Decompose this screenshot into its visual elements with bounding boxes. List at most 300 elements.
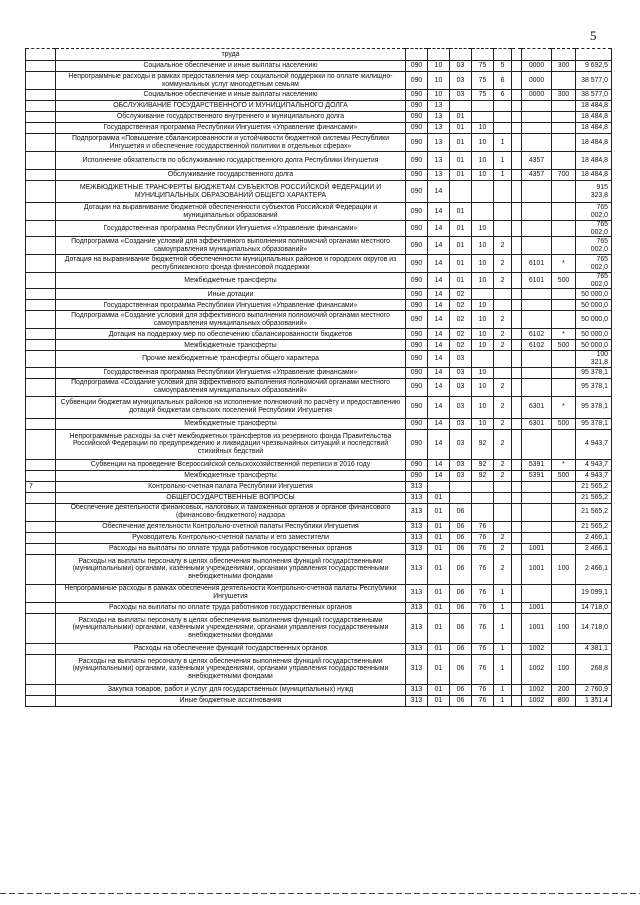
- section-code: 14: [428, 340, 450, 351]
- dept-code: 090: [406, 418, 428, 429]
- table-row: [26, 521, 612, 532]
- subprogram-code: [494, 300, 512, 311]
- row-number: [26, 311, 56, 329]
- dept-code: 090: [406, 340, 428, 351]
- blank-code: [512, 203, 522, 221]
- subsection-code: 03: [450, 378, 472, 396]
- row-number: [26, 351, 56, 367]
- table-row: [26, 152, 612, 170]
- amount: 18 484,8: [576, 112, 612, 123]
- section-code: 01: [428, 554, 450, 584]
- table-row: [26, 554, 612, 584]
- table-row: [26, 221, 612, 237]
- row-number: [26, 49, 56, 61]
- program-code: 76: [472, 521, 494, 532]
- table-body: [26, 49, 612, 707]
- item-name: Непрограммные расходы за счёт межбюджетных трансфертов из резервного фонда Правительства Российской Федерации по предупреждению и ликвидации чрезвычайных ситуаций и последствий стихийных бедствий: [56, 429, 406, 459]
- program-code: 10: [472, 329, 494, 340]
- section-code: 14: [428, 237, 450, 255]
- expense-type-code: *: [552, 329, 576, 340]
- subsection-code: 02: [450, 311, 472, 329]
- item-name: Подпрограмма «Создание условий для эффективного выполнения полномочий органами местного самоуправления муниципальных образований»: [56, 378, 406, 396]
- table-row: [26, 378, 612, 396]
- program-code: [472, 49, 494, 61]
- blank-code: [512, 340, 522, 351]
- dept-code: 313: [406, 521, 428, 532]
- direction-code: 4357: [522, 152, 552, 170]
- table-row: [26, 602, 612, 613]
- amount: 50 000,0: [576, 329, 612, 340]
- table-row: [26, 481, 612, 492]
- program-code: [472, 101, 494, 112]
- table-row: [26, 61, 612, 72]
- direction-code: 1001: [522, 613, 552, 643]
- dept-code: 313: [406, 481, 428, 492]
- direction-code: 6301: [522, 418, 552, 429]
- program-code: [472, 289, 494, 300]
- expense-type-code: [552, 112, 576, 123]
- section-code: 14: [428, 459, 450, 470]
- subprogram-code: 2: [494, 459, 512, 470]
- blank-code: [512, 170, 522, 181]
- subprogram-code: 2: [494, 311, 512, 329]
- program-code: [472, 203, 494, 221]
- item-name: Расходы на выплаты персоналу в целях обеспечения выполнения функций государственными (муниципальными) органами, казёнными учреждениями, органами управления государственными внебюджетными фондами: [56, 554, 406, 584]
- subsection-code: [450, 492, 472, 503]
- row-number: 7: [26, 481, 56, 492]
- expense-type-code: [552, 481, 576, 492]
- direction-code: [522, 311, 552, 329]
- subprogram-code: 2: [494, 396, 512, 418]
- item-name: Обеспечение деятельности Контрольно-счетной палаты Республики Ингушетия: [56, 521, 406, 532]
- subprogram-code: 6: [494, 90, 512, 101]
- section-code: 01: [428, 543, 450, 554]
- blank-code: [512, 134, 522, 152]
- table-row: [26, 613, 612, 643]
- blank-code: [512, 311, 522, 329]
- blank-code: [512, 613, 522, 643]
- amount: 4 381,1: [576, 643, 612, 654]
- program-code: 10: [472, 134, 494, 152]
- subsection-code: 01: [450, 221, 472, 237]
- subprogram-code: 2: [494, 532, 512, 543]
- direction-code: 1002: [522, 684, 552, 695]
- item-name: Обслуживание государственного долга: [56, 170, 406, 181]
- table-row: [26, 311, 612, 329]
- amount: 95 378,1: [576, 418, 612, 429]
- subsection-code: 06: [450, 503, 472, 521]
- table-row: [26, 503, 612, 521]
- section-code: 14: [428, 470, 450, 481]
- row-number: [26, 584, 56, 602]
- program-code: 76: [472, 654, 494, 684]
- amount: 21 565,2: [576, 503, 612, 521]
- subsection-code: 06: [450, 602, 472, 613]
- item-name: ОБЩЕГОСУДАРСТВЕННЫЕ ВОПРОСЫ: [56, 492, 406, 503]
- row-number: [26, 329, 56, 340]
- item-name: Дотация на поддержку мер по обеспечению сбалансированности бюджетов: [56, 329, 406, 340]
- program-code: 10: [472, 273, 494, 289]
- section-code: 14: [428, 396, 450, 418]
- item-name: Социальное обеспечение и иные выплаты населению: [56, 61, 406, 72]
- section-code: 13: [428, 123, 450, 134]
- direction-code: [522, 237, 552, 255]
- amount: 18 484,8: [576, 101, 612, 112]
- section-code: 01: [428, 521, 450, 532]
- row-number: [26, 367, 56, 378]
- subprogram-code: [494, 49, 512, 61]
- blank-code: [512, 351, 522, 367]
- amount: 4 943,7: [576, 470, 612, 481]
- table-row: [26, 418, 612, 429]
- dept-code: 090: [406, 273, 428, 289]
- amount: 765 002,0: [576, 237, 612, 255]
- section-code: 14: [428, 300, 450, 311]
- table-row: [26, 255, 612, 273]
- item-name: Межбюджетные трансферты: [56, 470, 406, 481]
- blank-code: [512, 459, 522, 470]
- program-code: 92: [472, 459, 494, 470]
- item-name: Субвенции бюджетам муниципальных районов на исполнение полномочий по расчёту и предоставлению дотаций бюджетам сельских поселений Республики Ингушетия: [56, 396, 406, 418]
- subprogram-code: [494, 181, 512, 203]
- direction-code: 0000: [522, 72, 552, 90]
- amount: 50 000,0: [576, 311, 612, 329]
- row-number: [26, 289, 56, 300]
- direction-code: [522, 481, 552, 492]
- subprogram-code: 1: [494, 584, 512, 602]
- item-name: Подпрограмма «Повышение сбалансированности и устойчивости бюджетной системы Республики Ингушетия и обеспечение государственной политики в отдельных сферах»: [56, 134, 406, 152]
- blank-code: [512, 470, 522, 481]
- subprogram-code: 2: [494, 378, 512, 396]
- direction-code: [522, 532, 552, 543]
- subsection-code: 03: [450, 61, 472, 72]
- table-row: [26, 203, 612, 221]
- subprogram-code: [494, 101, 512, 112]
- amount: 14 718,0: [576, 613, 612, 643]
- program-code: [472, 503, 494, 521]
- amount: 4 943,7: [576, 429, 612, 459]
- subprogram-code: 2: [494, 418, 512, 429]
- program-code: [472, 112, 494, 123]
- section-code: 01: [428, 654, 450, 684]
- section-code: 01: [428, 602, 450, 613]
- item-name: Закупка товаров, работ и услуг для государственных (муниципальных) нужд: [56, 684, 406, 695]
- subprogram-code: 2: [494, 543, 512, 554]
- blank-code: [512, 481, 522, 492]
- subsection-code: 03: [450, 367, 472, 378]
- row-number: [26, 654, 56, 684]
- table-row: [26, 654, 612, 684]
- direction-code: [522, 378, 552, 396]
- blank-code: [512, 61, 522, 72]
- row-number: [26, 470, 56, 481]
- dept-code: 313: [406, 695, 428, 706]
- subprogram-code: [494, 203, 512, 221]
- dept-code: 090: [406, 152, 428, 170]
- program-code: 10: [472, 255, 494, 273]
- blank-code: [512, 72, 522, 90]
- amount: 95 378,1: [576, 396, 612, 418]
- blank-code: [512, 112, 522, 123]
- amount: 95 378,1: [576, 367, 612, 378]
- dept-code: 090: [406, 72, 428, 90]
- subprogram-code: [494, 112, 512, 123]
- direction-code: 0000: [522, 90, 552, 101]
- program-code: 76: [472, 543, 494, 554]
- row-number: [26, 613, 56, 643]
- direction-code: 6101: [522, 255, 552, 273]
- blank-code: [512, 532, 522, 543]
- blank-code: [512, 643, 522, 654]
- item-name: Государственная программа Республики Ингушетия «Управление финансами»: [56, 221, 406, 237]
- item-name: Государственная программа Республики Ингушетия «Управление финансами»: [56, 123, 406, 134]
- dept-code: 090: [406, 311, 428, 329]
- section-code: 14: [428, 273, 450, 289]
- bottom-divider: [0, 893, 640, 894]
- blank-code: [512, 602, 522, 613]
- row-number: [26, 459, 56, 470]
- program-code: 76: [472, 602, 494, 613]
- subprogram-code: 6: [494, 72, 512, 90]
- table-row: [26, 695, 612, 706]
- expense-type-code: [552, 492, 576, 503]
- expense-type-code: 200: [552, 684, 576, 695]
- table-row: [26, 643, 612, 654]
- table-row: [26, 101, 612, 112]
- subsection-code: 06: [450, 695, 472, 706]
- row-number: [26, 273, 56, 289]
- item-name: Подпрограмма «Создание условий для эффективного выполнения полномочий органами местного самоуправления муниципальных образований»: [56, 311, 406, 329]
- expense-type-code: [552, 602, 576, 613]
- dept-code: 090: [406, 203, 428, 221]
- amount: 50 000,0: [576, 340, 612, 351]
- expense-type-code: 500: [552, 470, 576, 481]
- program-code: 10: [472, 340, 494, 351]
- program-code: [472, 351, 494, 367]
- program-code: 10: [472, 152, 494, 170]
- subprogram-code: [494, 289, 512, 300]
- amount: 2 760,9: [576, 684, 612, 695]
- subsection-code: 01: [450, 112, 472, 123]
- subprogram-code: 5: [494, 61, 512, 72]
- item-name: Социальное обеспечение и иные выплаты населению: [56, 90, 406, 101]
- subsection-code: [450, 181, 472, 203]
- row-number: [26, 602, 56, 613]
- blank-code: [512, 152, 522, 170]
- row-number: [26, 72, 56, 90]
- dept-code: 313: [406, 602, 428, 613]
- table-row: [26, 396, 612, 418]
- row-number: [26, 396, 56, 418]
- dept-code: 090: [406, 134, 428, 152]
- row-number: [26, 643, 56, 654]
- subprogram-code: [494, 123, 512, 134]
- section-code: 01: [428, 584, 450, 602]
- item-name: Межбюджетные трансферты: [56, 418, 406, 429]
- amount: 765 002,0: [576, 273, 612, 289]
- program-code: 10: [472, 237, 494, 255]
- direction-code: 5391: [522, 459, 552, 470]
- row-number: [26, 532, 56, 543]
- program-code: 10: [472, 378, 494, 396]
- section-code: 13: [428, 112, 450, 123]
- subsection-code: 02: [450, 329, 472, 340]
- dept-code: 313: [406, 554, 428, 584]
- blank-code: [512, 49, 522, 61]
- direction-code: [522, 289, 552, 300]
- direction-code: [522, 49, 552, 61]
- table-row: [26, 237, 612, 255]
- row-number: [26, 134, 56, 152]
- table-row: [26, 289, 612, 300]
- row-number: [26, 300, 56, 311]
- direction-code: 6102: [522, 340, 552, 351]
- program-code: 75: [472, 90, 494, 101]
- item-name: ОБСЛУЖИВАНИЕ ГОСУДАРСТВЕННОГО И МУНИЦИПАЛЬНОГО ДОЛГА: [56, 101, 406, 112]
- table-row: [26, 367, 612, 378]
- program-code: 10: [472, 396, 494, 418]
- program-code: 76: [472, 643, 494, 654]
- subsection-code: 01: [450, 273, 472, 289]
- subsection-code: 01: [450, 255, 472, 273]
- row-number: [26, 429, 56, 459]
- row-number: [26, 123, 56, 134]
- expense-type-code: 100: [552, 554, 576, 584]
- subsection-code: 03: [450, 90, 472, 101]
- subsection-code: 02: [450, 289, 472, 300]
- subsection-code: [450, 101, 472, 112]
- subsection-code: 01: [450, 123, 472, 134]
- table-row: [26, 112, 612, 123]
- program-code: 76: [472, 584, 494, 602]
- subprogram-code: [494, 481, 512, 492]
- subprogram-code: 2: [494, 237, 512, 255]
- direction-code: 6102: [522, 329, 552, 340]
- amount: 18 484,8: [576, 152, 612, 170]
- amount: [576, 49, 612, 61]
- subsection-code: 01: [450, 152, 472, 170]
- program-code: [472, 492, 494, 503]
- row-number: [26, 203, 56, 221]
- table-row: [26, 492, 612, 503]
- subprogram-code: 2: [494, 255, 512, 273]
- item-name: Подпрограмма «Создание условий для эффективного выполнения полномочий органами местного самоуправления муниципальных образований»: [56, 237, 406, 255]
- dept-code: 090: [406, 170, 428, 181]
- section-code: 10: [428, 72, 450, 90]
- table-row: [26, 543, 612, 554]
- blank-code: [512, 90, 522, 101]
- table-row: [26, 532, 612, 543]
- program-code: 76: [472, 532, 494, 543]
- expense-type-code: [552, 221, 576, 237]
- budget-table: [25, 48, 612, 707]
- expense-type-code: [552, 237, 576, 255]
- amount: 4 943,7: [576, 459, 612, 470]
- table-row: [26, 300, 612, 311]
- table-row: [26, 351, 612, 367]
- dept-code: 090: [406, 396, 428, 418]
- item-name: Иные дотации: [56, 289, 406, 300]
- item-name: Расходы на выплаты по оплате труда работников государственных органов: [56, 602, 406, 613]
- section-code: 10: [428, 90, 450, 101]
- row-number: [26, 221, 56, 237]
- item-name: труда: [56, 49, 406, 61]
- subprogram-code: 2: [494, 273, 512, 289]
- dept-code: 313: [406, 532, 428, 543]
- direction-code: [522, 112, 552, 123]
- dept-code: 090: [406, 300, 428, 311]
- subprogram-code: 1: [494, 684, 512, 695]
- dept-code: 090: [406, 429, 428, 459]
- table-row: [26, 429, 612, 459]
- subprogram-code: 1: [494, 602, 512, 613]
- row-number: [26, 684, 56, 695]
- row-number: [26, 340, 56, 351]
- dept-code: 090: [406, 378, 428, 396]
- section-code: 01: [428, 503, 450, 521]
- dept-code: 090: [406, 90, 428, 101]
- amount: 38 577,0: [576, 90, 612, 101]
- expense-type-code: [552, 203, 576, 221]
- section-code: 14: [428, 181, 450, 203]
- row-number: [26, 112, 56, 123]
- item-name: Расходы на выплаты персоналу в целях обеспечения выполнения функций государственными (муниципальными) органами, казёнными учреждениями, органами управления государственными внебюджетными фондами: [56, 613, 406, 643]
- expense-type-code: 500: [552, 340, 576, 351]
- expense-type-code: 100: [552, 654, 576, 684]
- expense-type-code: [552, 123, 576, 134]
- row-number: [26, 554, 56, 584]
- amount: 268,8: [576, 654, 612, 684]
- item-name: Обслуживание государственного внутреннего и муниципального долга: [56, 112, 406, 123]
- amount: 19 099,1: [576, 584, 612, 602]
- expense-type-code: [552, 503, 576, 521]
- subprogram-code: [494, 521, 512, 532]
- dept-code: 090: [406, 181, 428, 203]
- table-row: [26, 329, 612, 340]
- item-name: Государственная программа Республики Ингушетия «Управление финансами»: [56, 367, 406, 378]
- dept-code: 090: [406, 61, 428, 72]
- section-code: 13: [428, 134, 450, 152]
- direction-code: [522, 221, 552, 237]
- program-code: [472, 481, 494, 492]
- item-name: Дотации на выравнивание бюджетной обеспеченности субъектов Российской Федерации и муниципальных образований: [56, 203, 406, 221]
- subsection-code: 06: [450, 584, 472, 602]
- direction-code: 0000: [522, 61, 552, 72]
- item-name: Расходы на обеспечение функций государственных органов: [56, 643, 406, 654]
- section-code: 14: [428, 311, 450, 329]
- subsection-code: 03: [450, 418, 472, 429]
- amount: 95 378,1: [576, 378, 612, 396]
- item-name: Непрограммные расходы в рамках обеспечения деятельности Контрольно-счетной палаты Республики Ингушетия: [56, 584, 406, 602]
- section-code: 01: [428, 492, 450, 503]
- subsection-code: 03: [450, 351, 472, 367]
- subsection-code: 06: [450, 554, 472, 584]
- expense-type-code: [552, 584, 576, 602]
- subprogram-code: 1: [494, 613, 512, 643]
- program-code: 76: [472, 554, 494, 584]
- item-name: Расходы на выплаты по оплате труда работников государственных органов: [56, 543, 406, 554]
- expense-type-code: [552, 643, 576, 654]
- direction-code: [522, 521, 552, 532]
- blank-code: [512, 329, 522, 340]
- section-code: 14: [428, 255, 450, 273]
- subprogram-code: 2: [494, 554, 512, 584]
- amount: 765 002,0: [576, 203, 612, 221]
- amount: 18 484,8: [576, 170, 612, 181]
- subsection-code: 03: [450, 396, 472, 418]
- expense-type-code: [552, 311, 576, 329]
- section-code: 01: [428, 695, 450, 706]
